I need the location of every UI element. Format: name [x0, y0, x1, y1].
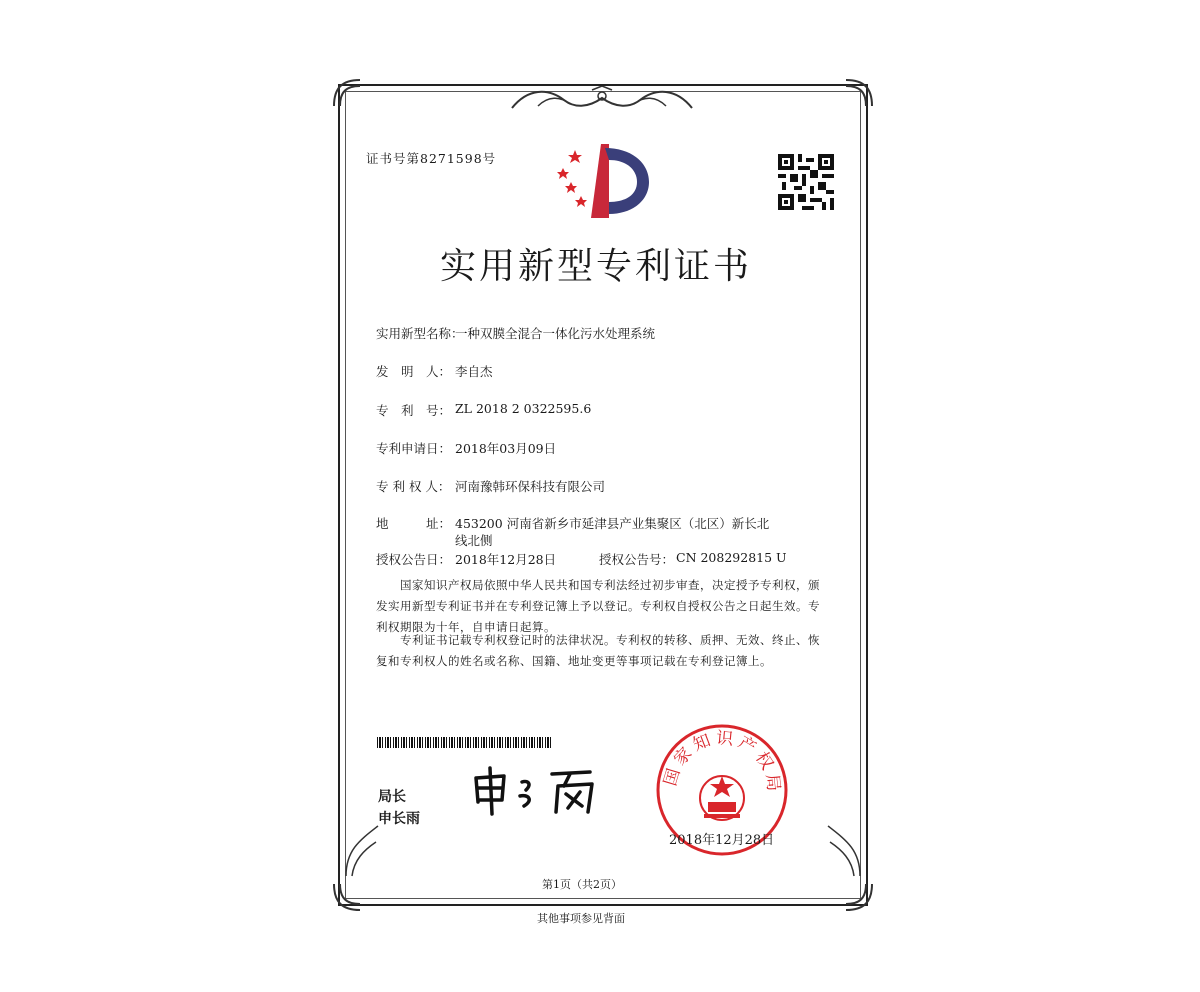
field-label-name: 实用新型名称：: [376, 326, 464, 341]
field-label-grant-date: 授权公告日：: [376, 552, 452, 567]
field-label-inventor: 发 明 人：: [376, 364, 452, 379]
corner-ornament-icon: [844, 78, 874, 108]
field-label-patentee: 专 利 权 人：: [376, 479, 451, 494]
body-paragraph-1: 国家知识产权局依照中华人民共和国专利法经过初步审查，决定授予专利权，颁发实用新型专利证书并在专利登记簿上予以登记。专利权自授权公告之日起生效。专利权期限为十年，自申请日起算。: [376, 578, 820, 634]
bottom-right-ornament-icon: [824, 820, 864, 880]
field-label-application-date: 专利申请日：: [376, 441, 452, 456]
page-indicator: 第1页（共2页）: [542, 878, 622, 891]
seal-text: 国家知识产权局: [660, 728, 784, 797]
barcode-icon: [377, 737, 552, 748]
corner-ornament-icon: [332, 882, 362, 912]
field-value-grant-date: 2018年12月28日: [455, 552, 557, 567]
corner-ornament-icon: [332, 78, 362, 108]
field-label-patent-number: 专 利 号：: [376, 403, 452, 418]
back-note: 其他事项参见背面: [537, 912, 625, 925]
signature-image: [470, 766, 610, 818]
field-label-address: 地 址：: [376, 516, 452, 531]
field-value-address-line1: 453200 河南省新乡市延津县产业集聚区（北区）新长北: [455, 516, 770, 531]
body-paragraph-2: 专利证书记载专利权登记时的法律状况。专利权的转移、质押、无效、终止、恢复和专利权人的姓名或名称、国籍、地址变更等事项记载在专利登记簿上。: [376, 633, 820, 668]
field-value-patentee: 河南豫韩环保科技有限公司: [455, 479, 606, 494]
field-value-address-line2: 线北侧: [455, 533, 493, 548]
certificate-number: 证书号第8271598号: [366, 151, 497, 166]
field-value-application-date: 2018年03月09日: [455, 441, 557, 456]
signer-title: 局长: [378, 789, 406, 805]
field-label-publication-number: 授权公告号：: [599, 552, 675, 567]
certificate-title: 实用新型专利证书: [439, 246, 752, 287]
bottom-left-ornament-icon: [342, 820, 382, 880]
field-value-name: 一种双膜全混合一体化污水处理系统: [455, 326, 656, 341]
field-value-inventor: 李自杰: [455, 364, 493, 379]
field-value-publication-number: CN 208292815 U: [676, 550, 787, 565]
field-value-patent-number: ZL 2018 2 0322595.6: [455, 401, 592, 416]
seal-date: 2018年12月28日: [669, 833, 775, 848]
signer-name: 申长雨: [378, 811, 420, 827]
top-ornament-icon: [508, 86, 696, 114]
cnipa-logo-icon: [553, 142, 653, 220]
qr-code-icon: [778, 154, 834, 210]
corner-ornament-icon: [844, 882, 874, 912]
